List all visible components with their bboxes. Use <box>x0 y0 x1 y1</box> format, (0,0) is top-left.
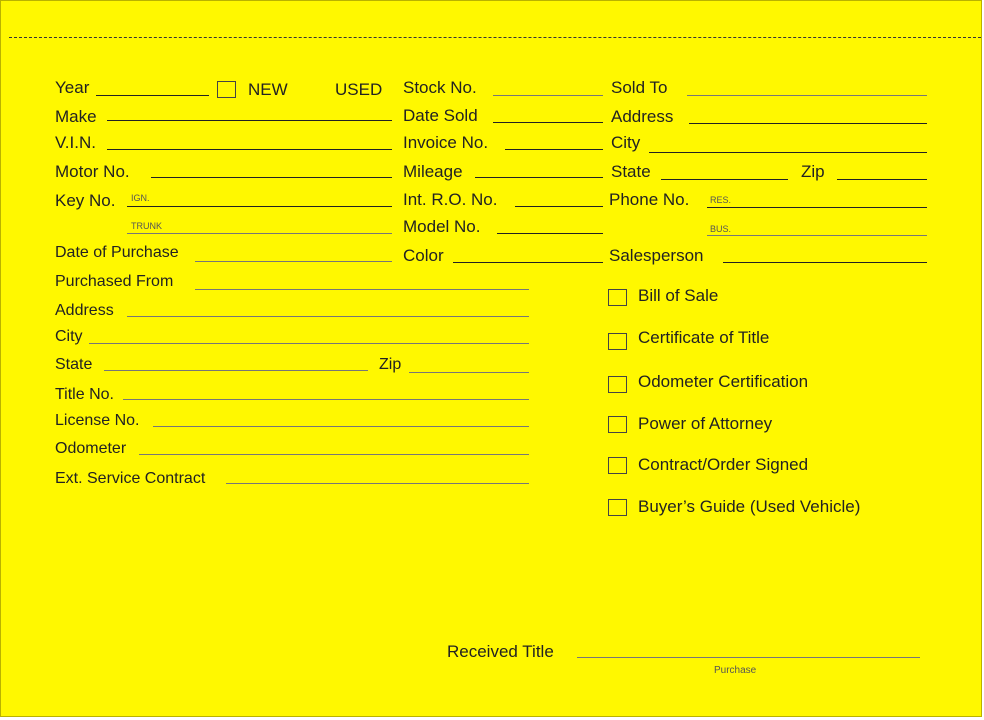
zip-label: Zip <box>379 356 402 373</box>
buyer-state-label: State <box>611 162 651 181</box>
key-ign-field[interactable] <box>127 206 392 207</box>
salesperson-field[interactable] <box>723 262 927 263</box>
ext-service-contract-label: Ext. Service Contract <box>55 470 206 487</box>
ext-service-contract-field[interactable] <box>226 483 529 484</box>
power-of-attorney-checkbox[interactable] <box>608 416 627 433</box>
city-field[interactable] <box>89 343 529 344</box>
make-label: Make <box>55 107 97 126</box>
mileage-field[interactable] <box>475 177 603 178</box>
license-no-label: License No. <box>55 412 140 429</box>
state-label: State <box>55 356 93 373</box>
purchased-from-field[interactable] <box>195 289 529 290</box>
buyer-address-label: Address <box>611 107 674 126</box>
city-label: City <box>55 328 83 345</box>
phone-no-label: Phone No. <box>609 190 690 209</box>
motor-no-label: Motor No. <box>55 162 130 181</box>
mileage-label: Mileage <box>403 162 463 181</box>
odometer-certification-label: Odometer Certification <box>638 372 809 391</box>
buyer-state-field[interactable] <box>661 179 788 180</box>
date-of-purchase-label: Date of Purchase <box>55 244 179 261</box>
year-field[interactable] <box>96 95 209 96</box>
received-title-field[interactable] <box>577 657 920 658</box>
received-title-label: Received Title <box>447 642 554 661</box>
buyer-city-field[interactable] <box>649 152 927 153</box>
certificate-of-title-checkbox[interactable] <box>608 333 627 350</box>
address-label: Address <box>55 302 114 319</box>
odometer-field[interactable] <box>139 454 529 455</box>
motor-no-field[interactable] <box>151 177 392 178</box>
invoice-no-label: Invoice No. <box>403 133 489 152</box>
title-no-label: Title No. <box>55 386 114 403</box>
vin-field[interactable] <box>107 149 392 150</box>
title-no-field[interactable] <box>123 399 529 400</box>
make-field[interactable] <box>107 120 392 121</box>
state-field[interactable] <box>104 370 368 371</box>
vin-label: V.I.N. <box>55 133 96 152</box>
color-label: Color <box>403 246 444 265</box>
bill-of-sale-label: Bill of Sale <box>638 286 719 305</box>
new-label: NEW <box>248 80 288 99</box>
trunk-label: TRUNK <box>131 221 162 231</box>
sold-to-field[interactable] <box>687 95 927 96</box>
odometer-certification-checkbox[interactable] <box>608 376 627 393</box>
date-sold-label: Date Sold <box>403 106 478 125</box>
stock-no-label: Stock No. <box>403 78 477 97</box>
stock-no-field[interactable] <box>493 95 603 96</box>
buyer-zip-label: Zip <box>801 162 825 181</box>
odometer-label: Odometer <box>55 440 127 457</box>
purchased-from-label: Purchased From <box>55 273 174 290</box>
model-no-label: Model No. <box>403 217 481 236</box>
address-field[interactable] <box>127 316 529 317</box>
ign-label: IGN. <box>131 193 150 203</box>
key-no-label: Key No. <box>55 191 116 210</box>
model-no-field[interactable] <box>497 233 603 234</box>
buyer-city-label: City <box>611 133 641 152</box>
certificate-of-title-label: Certificate of Title <box>638 328 770 347</box>
int-ro-no-field[interactable] <box>515 206 603 207</box>
buyers-guide-checkbox[interactable] <box>608 499 627 516</box>
phone-bus-field[interactable] <box>707 235 927 236</box>
salesperson-label: Salesperson <box>609 246 704 265</box>
date-sold-field[interactable] <box>493 122 603 123</box>
license-no-field[interactable] <box>153 426 529 427</box>
new-checkbox[interactable] <box>217 81 236 98</box>
contract-order-signed-label: Contract/Order Signed <box>638 455 809 474</box>
key-trunk-field[interactable] <box>127 233 392 234</box>
sold-to-label: Sold To <box>611 78 668 97</box>
zip-field[interactable] <box>409 372 529 373</box>
phone-res-field[interactable] <box>707 207 927 208</box>
perforation-line <box>9 37 981 38</box>
res-label: RES. <box>710 195 732 205</box>
contract-order-signed-checkbox[interactable] <box>608 457 627 474</box>
used-label: USED <box>335 80 383 99</box>
invoice-no-field[interactable] <box>505 149 603 150</box>
purchase-caption: Purchase <box>714 665 757 676</box>
int-ro-no-label: Int. R.O. No. <box>403 190 498 209</box>
buyer-address-field[interactable] <box>689 123 927 124</box>
power-of-attorney-label: Power of Attorney <box>638 414 773 433</box>
date-of-purchase-field[interactable] <box>195 261 392 262</box>
color-field[interactable] <box>453 262 603 263</box>
buyer-zip-field[interactable] <box>837 179 927 180</box>
buyers-guide-label: Buyer’s Guide (Used Vehicle) <box>638 497 861 516</box>
year-label: Year <box>55 78 90 97</box>
bill-of-sale-checkbox[interactable] <box>608 289 627 306</box>
bus-label: BUS. <box>710 224 732 234</box>
